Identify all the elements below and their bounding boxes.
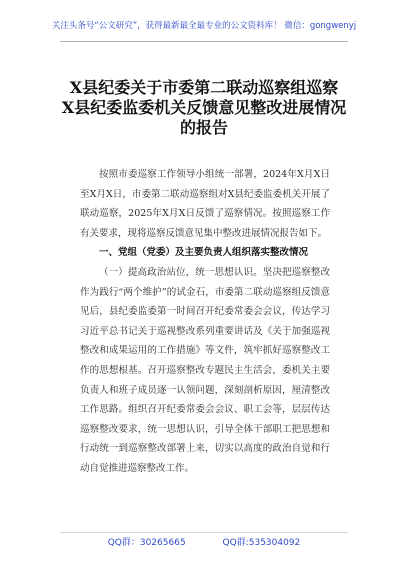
- section-1-paragraph-1: （一）提高政治站位，统一思想认识。坚决把巡察整改作为践行“两个维护”的试金石，市委第二联动巡察组反馈意见后，县纪委监委第一时间召开纪委常委会会议，传达学习习近平总书记关于巡视整改系列重要讲话及《关于加强巡视整改和成果运用的工作措施》等文件，筑牢抓好巡察整改工作的思想根基。召开巡察整改专题民主生活会，委机关主要负责人和班子成员逐一认领问题，深刻剖析原因，厘清整改工作思路。组织召开纪委常委会会议、职工会等，层层传达巡察整改要求，统一思想认识，引导全体干部职工把思想和行动统一到巡察整改部署上来，切实以高度的政治自觉和行动自觉推进巡察整改工作。: [80, 266, 330, 474]
- document-title: [36, 78, 372, 138]
- header-banner: 关注头条号“公文研究”，获得最新最全最专业的公文资料库！ 微信：gongwenyj: [51, 21, 357, 31]
- footer-qq-group-2: QQ群:535304092: [222, 538, 301, 548]
- intro-paragraph: 按照市委巡察工作领导小组统一部署，2024年X月X日至X月X日，市委第二联动巡察组对X县纪委监委机关开展了联动巡察，2025年X月X日反馈了巡察情况。按照巡察工作有关要求，现将巡察反馈意见集中整改进展情况报告如下。: [80, 169, 330, 239]
- footer-qq-group-1: QQ群：30265665: [107, 538, 186, 548]
- section-heading-1: 一、党组（党委）及主要负责人组织落实整改情况: [99, 247, 309, 259]
- footer: [0, 537, 408, 549]
- header-divider: [60, 41, 348, 42]
- footer-divider: [60, 532, 348, 533]
- title-line-3: 的报告: [179, 118, 228, 137]
- title-line-1: X县纪委关于市委第二联动巡察组巡察: [69, 78, 339, 97]
- title-line-2: X县纪委监委机关反馈意见整改进展情况: [61, 98, 347, 117]
- document-body: [80, 165, 330, 479]
